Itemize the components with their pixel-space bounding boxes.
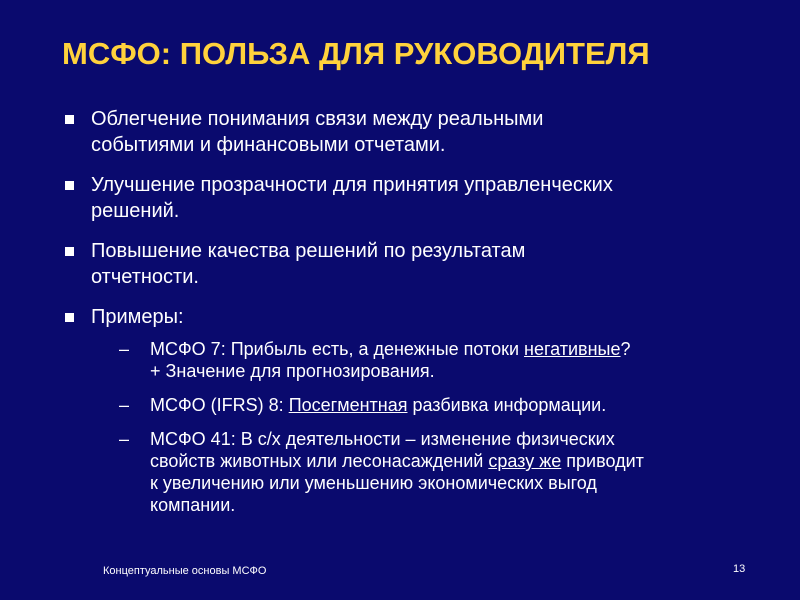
bullet-item-examples — [62, 304, 762, 516]
example-text: ? — [620, 339, 631, 359]
underlined-term: негативные — [524, 339, 621, 359]
bullet-item — [62, 238, 762, 290]
underlined-term: сразу же — [488, 451, 562, 471]
bullet-text-line: событиями и финансовыми отчетами. — [91, 134, 446, 156]
square-bullet-icon — [65, 115, 74, 124]
slide-title: МСФО: ПОЛЬЗА ДЛЯ РУКОВОДИТЕЛЯ — [62, 36, 650, 71]
example-item — [62, 428, 770, 516]
example-text: приводит — [561, 451, 644, 471]
example-item — [62, 394, 770, 416]
example-text: разбивка информации. — [407, 395, 607, 415]
bullet-text-line: Улучшение прозрачности для принятия управленческих — [91, 174, 613, 196]
square-bullet-icon — [65, 313, 74, 322]
bullet-item — [62, 172, 762, 224]
slide-footer: Концептуальные основы МСФО — [103, 565, 267, 577]
example-text: + Значение для прогнозирования. — [150, 361, 435, 381]
bullet-text-line: Облегчение понимания связи между реальными — [91, 108, 544, 130]
example-text: к увеличению или уменьшению экономических выгод — [150, 473, 597, 493]
example-text: МСФО (IFRS) 8: — [150, 395, 289, 415]
example-item — [62, 338, 770, 382]
example-text: компании. — [150, 495, 236, 515]
examples-list — [62, 338, 762, 516]
square-bullet-icon — [65, 181, 74, 190]
bullet-text-line: Повышение качества решений по результатам — [91, 240, 526, 262]
bullet-text-line: отчетности. — [91, 266, 199, 288]
bullet-list — [62, 106, 762, 530]
page-number: 13 — [733, 563, 746, 575]
underlined-term: Посегментная — [288, 395, 408, 415]
example-text: МСФО 41: В с/х деятельности – изменение физических — [150, 429, 615, 449]
dash-marker: – — [119, 429, 130, 449]
bullet-item — [62, 106, 762, 158]
example-text: свойств животных или лесонасаждений — [150, 451, 489, 471]
example-text: МСФО 7: Прибыль есть, а денежные потоки — [150, 339, 525, 359]
dash-marker: – — [119, 339, 130, 359]
square-bullet-icon — [65, 247, 74, 256]
dash-marker: – — [119, 395, 130, 415]
bullet-text-line: Примеры: — [91, 306, 184, 328]
bullet-text-line: решений. — [91, 200, 180, 222]
